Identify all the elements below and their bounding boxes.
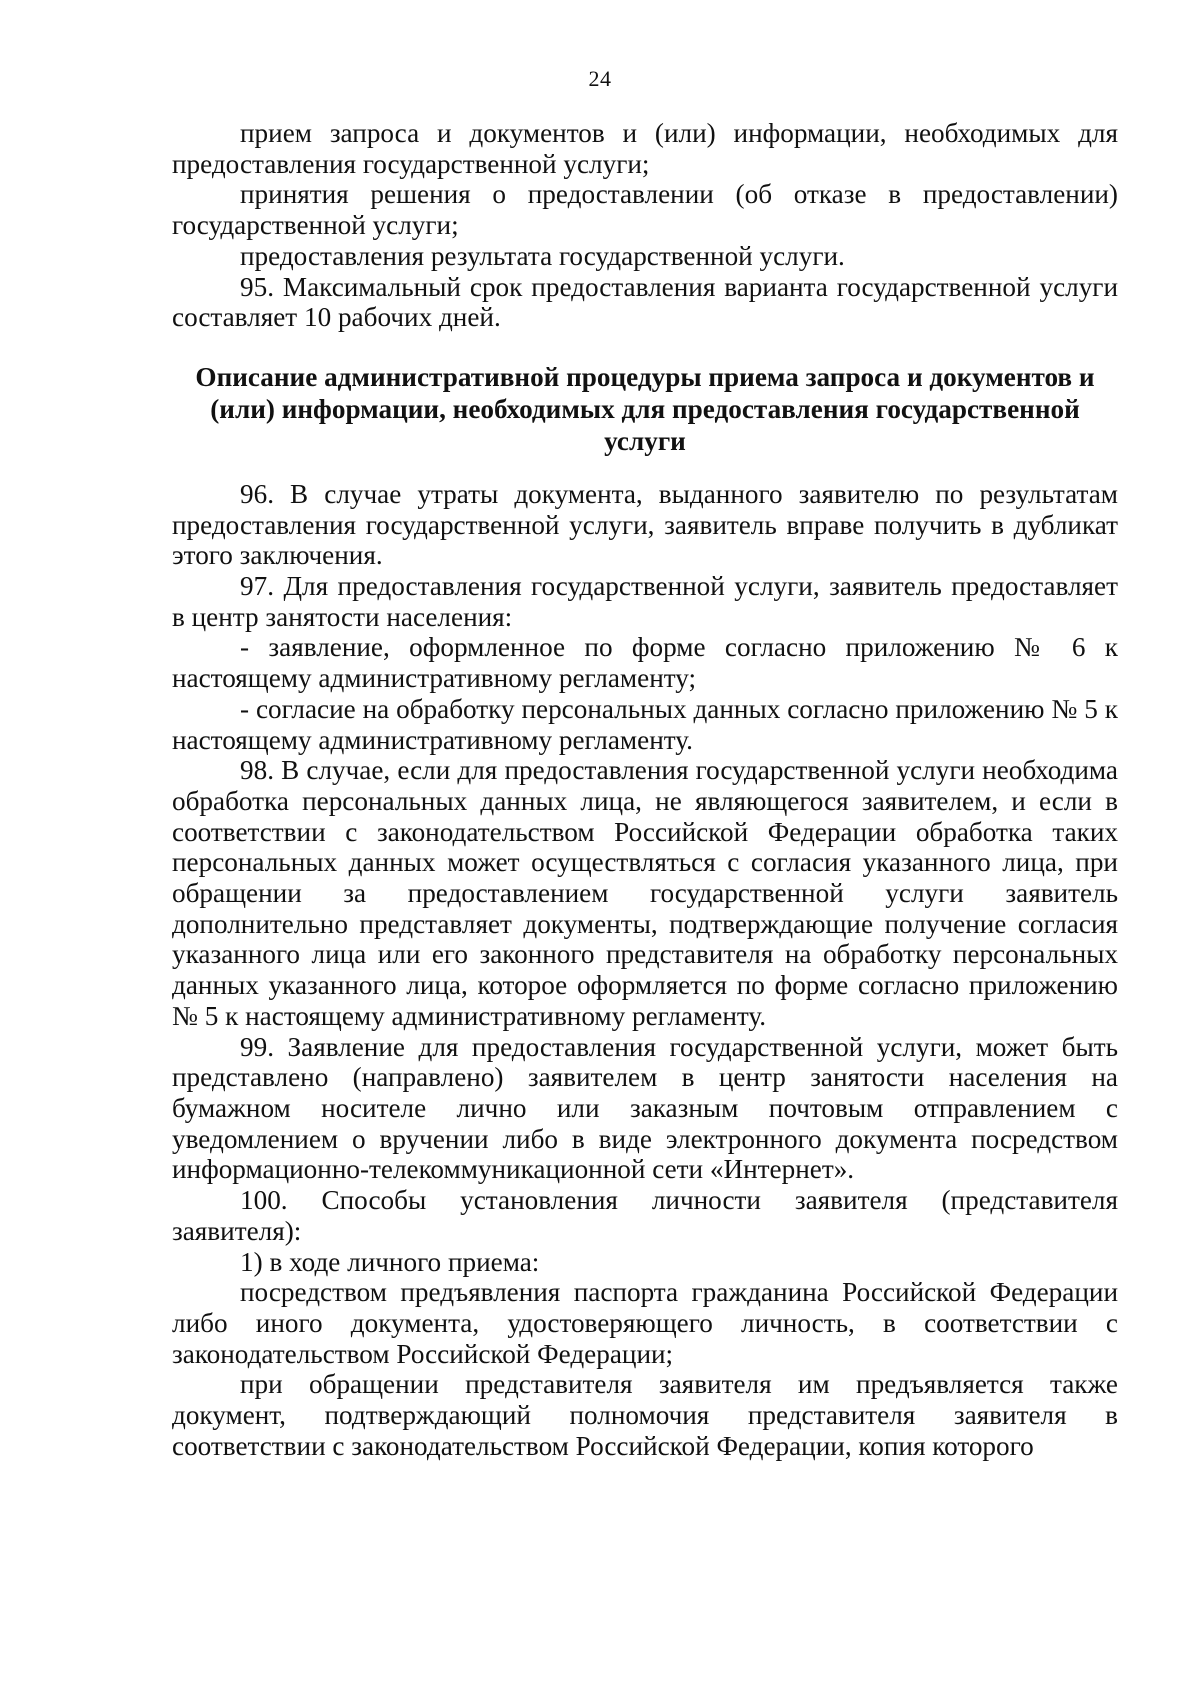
paragraph: при обращении представителя заявителя им предъявляется также документ, подтверждающий полномочия представителя заявителя в соответствии с законодательством Российской Федерации, копия которого — [172, 1369, 1118, 1461]
document-body — [172, 118, 1118, 1461]
paragraph: 99. Заявление для предоставления государственной услуги, может быть представлено (направлено) заявителем в центр занятости населения на бумажном носителе лично или заказным почтовым отправлением с уведомлением о вручении либо в виде электронного документа посредством информационно-телекоммуникационной сети «Интернет». — [172, 1031, 1118, 1185]
paragraph: прием запроса и документов и (или) информации, необходимых для предоставления государственной услуги; — [172, 118, 1118, 179]
paragraph: 97. Для предоставления государственной услуги, заявитель предоставляет в центр занятости населения: — [172, 571, 1118, 632]
paragraph: 98. В случае, если для предоставления государственной услуги необходима обработка персональных данных лица, не являющегося заявителем, и если в соответствии с законодательством Российской Федерации обработка таких персональных данных может осуществляться с согласия указанного лица, при обращении за предоставлением государственной услуги заявитель дополнительно представляет документы, подтверждающие получение согласия указанного лица или его законного представителя на обработку персональных данных указанного лица, которое оформляется по форме согласно приложению № 5 к настоящему административному регламенту. — [172, 755, 1118, 1031]
page-number: 24 — [588, 66, 612, 91]
section-heading: Описание административной процедуры приема запроса и документов и (или) информации, необходимых для предоставления государственной услуги — [195, 361, 1095, 456]
paragraph: 100. Способы установления личности заявителя (представителя заявителя): — [172, 1185, 1118, 1246]
paragraph: принятия решения о предоставлении (об отказе в предоставлении) государственной услуги; — [172, 179, 1118, 241]
paragraph: 96. В случае утраты документа, выданного заявителю по результатам предоставления государственной услуги, заявитель вправе получить в дубликат этого заключения. — [172, 478, 1118, 571]
paragraph: предоставления результата государственной услуги. — [240, 240, 845, 271]
paragraph: посредством предъявления паспорта гражданина Российской Федерации либо иного документа, удостоверяющего личность, в соответствии с законодательством Российской Федерации; — [172, 1277, 1118, 1369]
paragraph: - согласие на обработку персональных данных согласно приложению № 5 к настоящему административному регламенту. — [172, 693, 1118, 755]
paragraph: 95. Максимальный срок предоставления варианта государственной услуги составляет 10 рабочих дней. — [172, 271, 1118, 333]
paragraph: 1) в ходе личного приема: — [240, 1246, 540, 1277]
paragraph: - заявление, оформленное по форме согласно приложению № 6 к настоящему административному регламенту; — [172, 632, 1118, 694]
